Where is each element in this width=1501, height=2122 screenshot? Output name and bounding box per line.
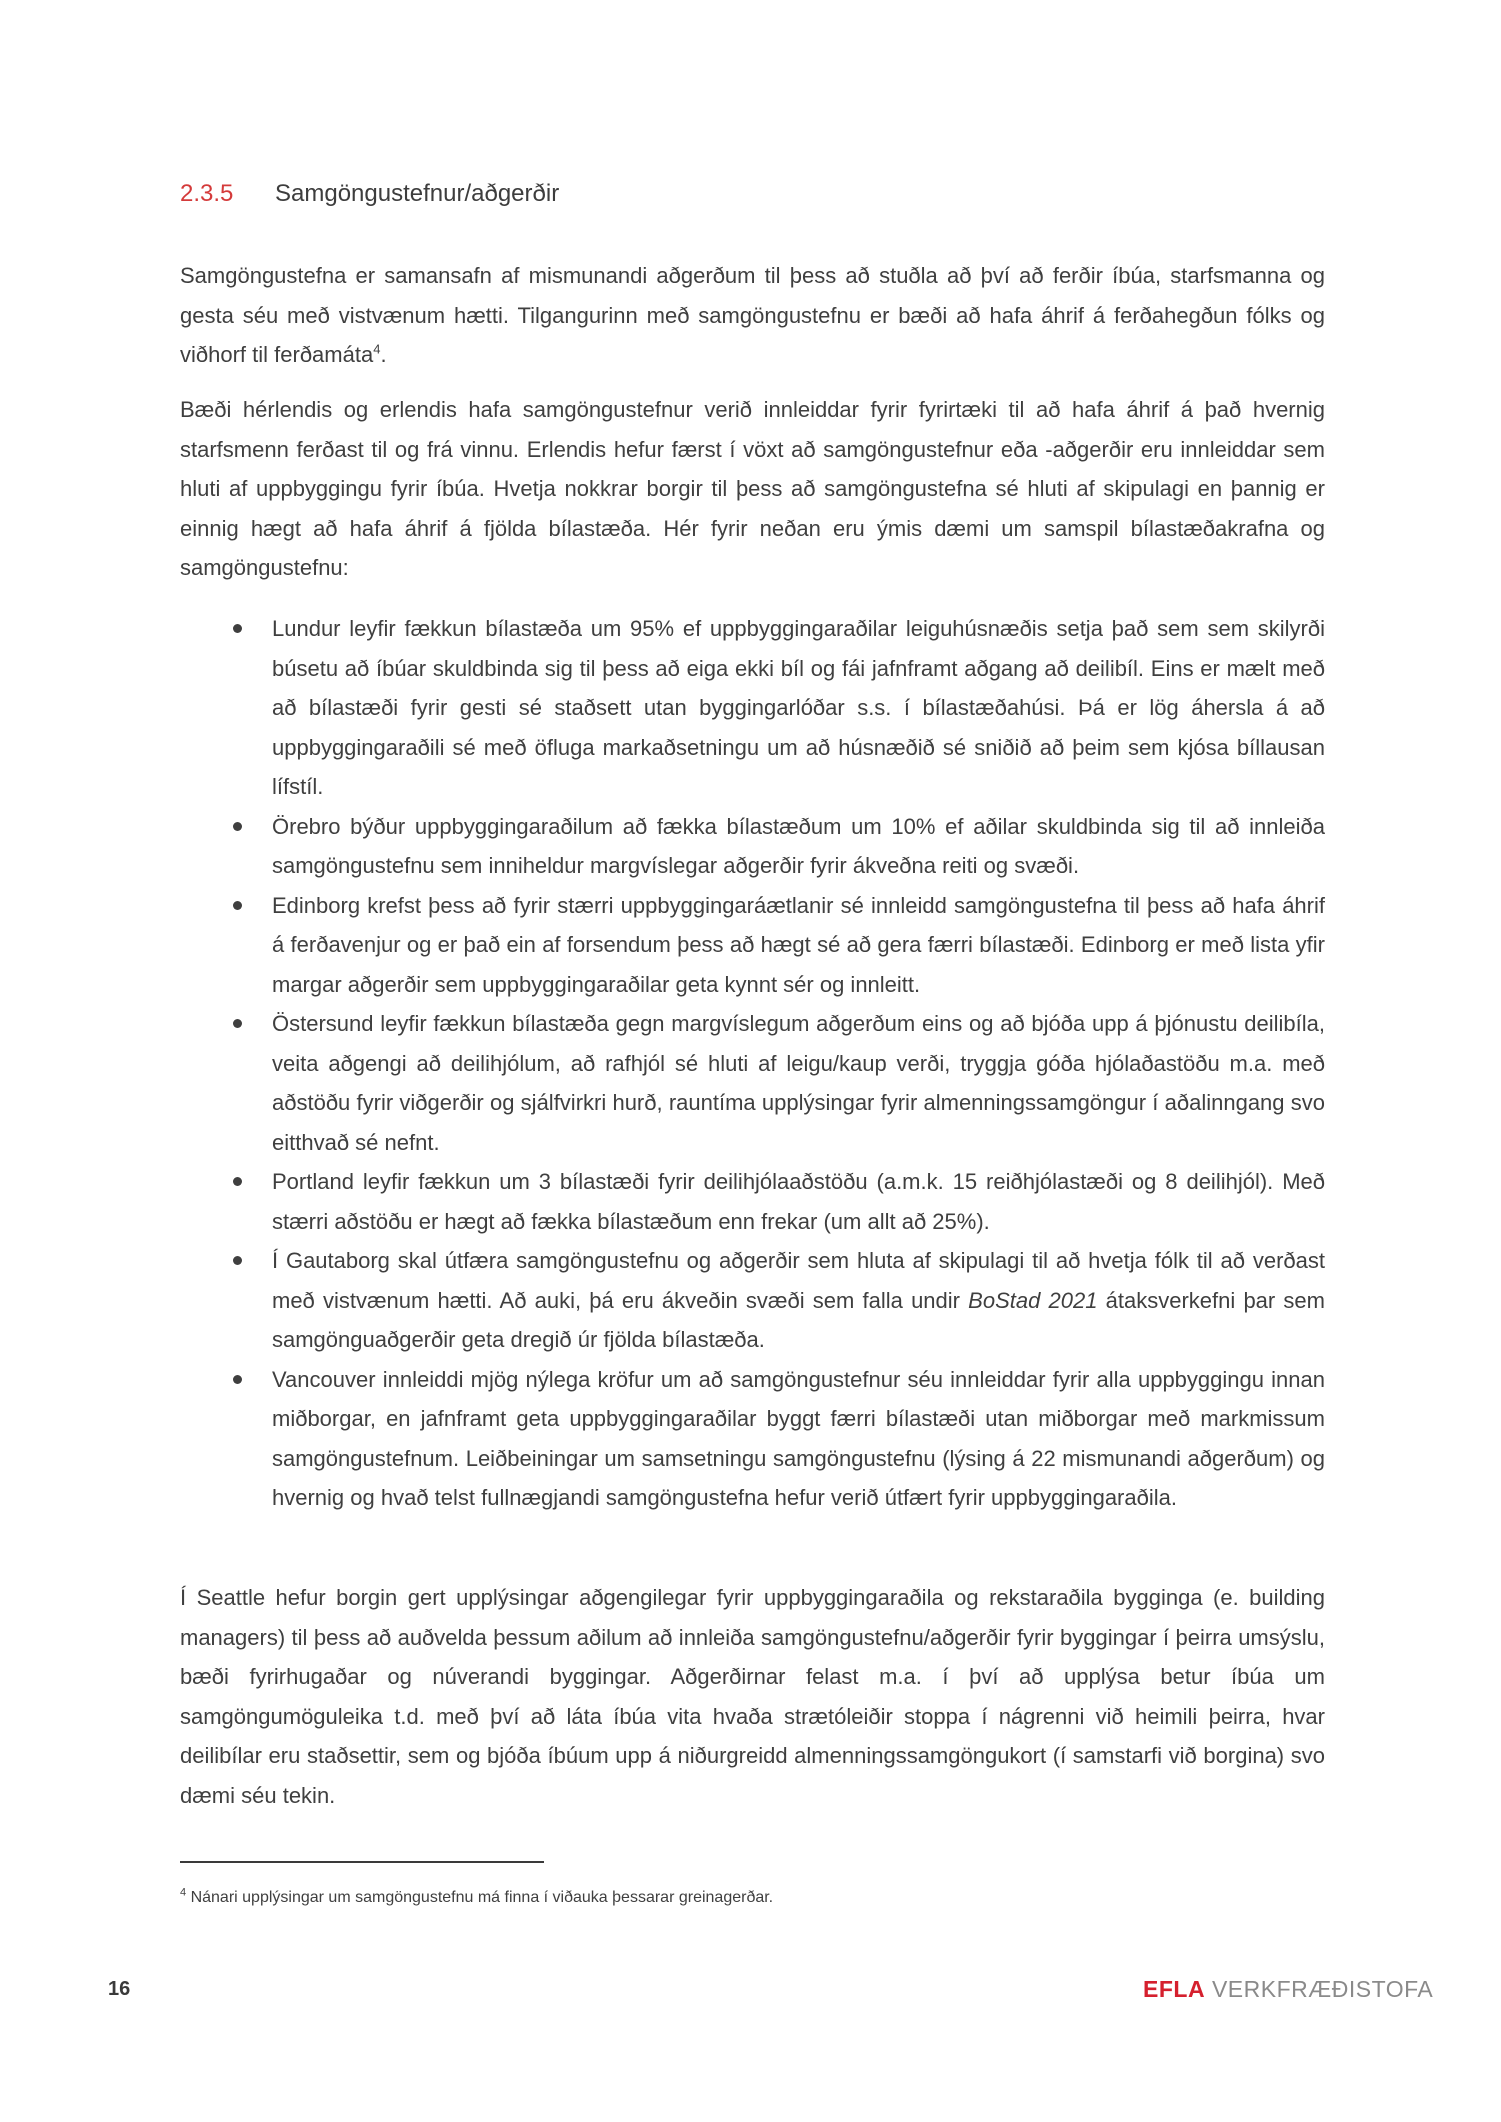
list-item-text: Portland leyfir fækkun um 3 bílastæði fyrir deilihjólaaðstöðu (a.m.k. 15 reiðhjólastæði og 8 deilihjól). Með stærri aðstöðu er hægt að fækka bílastæðum enn frekar (um allt að 25%).	[272, 1169, 1325, 1234]
footnote-number: 4	[180, 1886, 187, 1899]
list-item-vancouver	[180, 1360, 1325, 1518]
footnote-text: Nánari upplýsingar um samgöngustefnu má finna í viðauka þessarar greinagerðar.	[186, 1889, 774, 1906]
bullet-icon	[233, 624, 242, 633]
bullet-icon	[233, 1375, 242, 1384]
intro-paragraph-end: .	[380, 342, 387, 367]
efla-logo	[1143, 1976, 1433, 2003]
examples-list	[180, 609, 1325, 1518]
bullet-icon	[233, 822, 242, 831]
list-item-text: Östersund leyfir fækkun bílastæða gegn margvíslegum aðgerðum eins og að bjóða upp á þjónustu deilibíla, veita aðgengi að deilihjólum, að rafhjól sé hluti af leigu/kaup verði, tryggja góða hjólaðastöðu m.a. með aðstöðu fyrir viðgerðir og sjálfvirkri hurð, rauntíma upplýsingar fyrir almenningssamgöngur í aðalinngang svo eitthvað sé nefnt.	[272, 1011, 1325, 1155]
footnote-divider	[180, 1861, 544, 1863]
list-item-text: Örebro býður uppbyggingaraðilum að fækka bílastæðum um 10% ef aðilar skuldbinda sig til að innleiða samgöngustefnu sem inniheldur margvíslegar aðgerðir fyrir ákveðna reiti og svæði.	[272, 813, 1325, 878]
list-item-gautaborg	[180, 1241, 1325, 1360]
footnote	[180, 1886, 774, 1907]
footnote-ref[interactable]: 4	[373, 341, 381, 357]
list-item-text: Vancouver innleiddi mjög nýlega kröfur um að samgöngustefnur séu innleiddar fyrir alla uppbyggingu innan miðborgar, en jafnframt geta uppbyggingaraðilar byggt færri bílastæði utan miðborgar með markmissum samgöngustefnum. Leiðbeiningar um samsetningu samgöngustefnu (lýsing á 22 mismunandi aðgerðum) og hvernig og hvað telst fullnægjandi samgöngustefna hefur verið útfært fyrir uppbyggingaraðila.	[272, 1366, 1325, 1510]
seattle-paragraph: Í Seattle hefur borgin gert upplýsingar aðgengilegar fyrir uppbyggingaraðila og rekstaraðila bygginga (e. building managers) til þess að auðvelda þessum aðilum að innleiða samgöngustefnu/aðgerðir fyrir byggingar í þeirra umsýslu, bæði fyrirhugaðar og núverandi byggingar. Aðgerðirnar felast m.a. í því að upplýsa betur íbúa um samgöngumöguleika t.d. með því að láta íbúa vita hvaða strætóleiðir stoppa í nágrenni við heimili þeirra, hvar deilibílar eru staðsettir, sem og bjóða íbúum upp á niðurgreidd almenningssamgöngukort (í samstarfi við borgina) svo dæmi séu tekin.	[180, 1585, 1325, 1808]
logo-text: VERKFRÆÐISTOFA	[1205, 1976, 1434, 2002]
section-heading	[180, 180, 559, 208]
bullet-icon	[233, 1177, 242, 1186]
list-item-edinborg	[180, 886, 1325, 1005]
section-title: Samgöngustefnur/aðgerðir	[275, 180, 560, 207]
bullet-icon	[233, 901, 242, 910]
section-number: 2.3.5	[180, 180, 234, 207]
list-item-lundur	[180, 609, 1325, 807]
list-item-orebro	[180, 807, 1325, 886]
project-name-italic: BoStad 2021	[968, 1287, 1098, 1313]
list-item-text: Í Gautaborg skal útfæra samgöngustefnu og aðgerðir sem hluta af skipulagi til að hvetja fólk til að verðast með vistvænum hætti. Að auki, þá eru ákveðin svæði sem falla undir	[272, 1248, 1325, 1313]
list-item-ostersund	[180, 1004, 1325, 1162]
intro-paragraph-text: Samgöngustefna er samansafn af mismunandi aðgerðum til þess að stuðla að því að ferðir íbúa, starfsmanna og gesta séu með vistvænum hætti. Tilgangurinn með samgöngustefnu er bæði að hafa áhrif á ferðahegðun fólks og viðhorf til ferðamáta	[180, 263, 1325, 367]
list-item-text-after: átaksverkefni þar sem samgönguaðgerðir geta dregið úr fjölda bílastæða.	[272, 1287, 1325, 1352]
intro-paragraph	[180, 256, 1325, 375]
context-paragraph: Bæði hérlendis og erlendis hafa samgöngustefnur verið innleiddar fyrir fyrirtæki til að hafa áhrif á það hvernig starfsmenn ferðast til og frá vinnu. Erlendis hefur færst í vöxt að samgöngustefnur eða -aðgerðir eru innleiddar sem hluti af uppbyggingu fyrir íbúa. Hvetja nokkrar borgir til þess að samgöngustefna sé hluti af skipulagi en þannig er einnig hægt að hafa áhrif á fjölda bílastæða. Hér fyrir neðan eru ýmis dæmi um samspil bílastæðakrafna og samgöngustefnu:	[180, 397, 1325, 580]
bullet-icon	[233, 1019, 242, 1028]
page-number: 16	[108, 1978, 131, 2000]
logo-brand: EFLA	[1143, 1976, 1206, 2002]
list-item-text: Edinborg krefst þess að fyrir stærri uppbyggingaráætlanir sé innleidd samgöngustefna til þess að hafa áhrif á ferðavenjur og er það ein af forsendum þess að hægt sé að gera færri bílastæði. Edinborg er með lista yfir margar aðgerðir sem uppbyggingaraðilar geta kynnt sér og innleitt.	[272, 892, 1325, 997]
list-item-portland	[180, 1162, 1325, 1241]
list-item-text: Lundur leyfir fækkun bílastæða um 95% ef uppbyggingaraðilar leiguhúsnæðis setja það sem sem skilyrði búsetu að íbúar skuldbinda sig til þess að eiga ekki bíl og fái jafnframt aðgang að deilibíl. Eins er mælt með að bílastæði fyrir gesti sé staðsett utan byggingarlóðar s.s. í bílastæðahúsi. Þá er lög áhersla á að uppbyggingaraðili sé með öfluga markaðsetningu um að húsnæðið sé sniðið að þeim sem kjósa bíllausan lífstíl.	[272, 616, 1325, 799]
bullet-icon	[233, 1256, 242, 1265]
